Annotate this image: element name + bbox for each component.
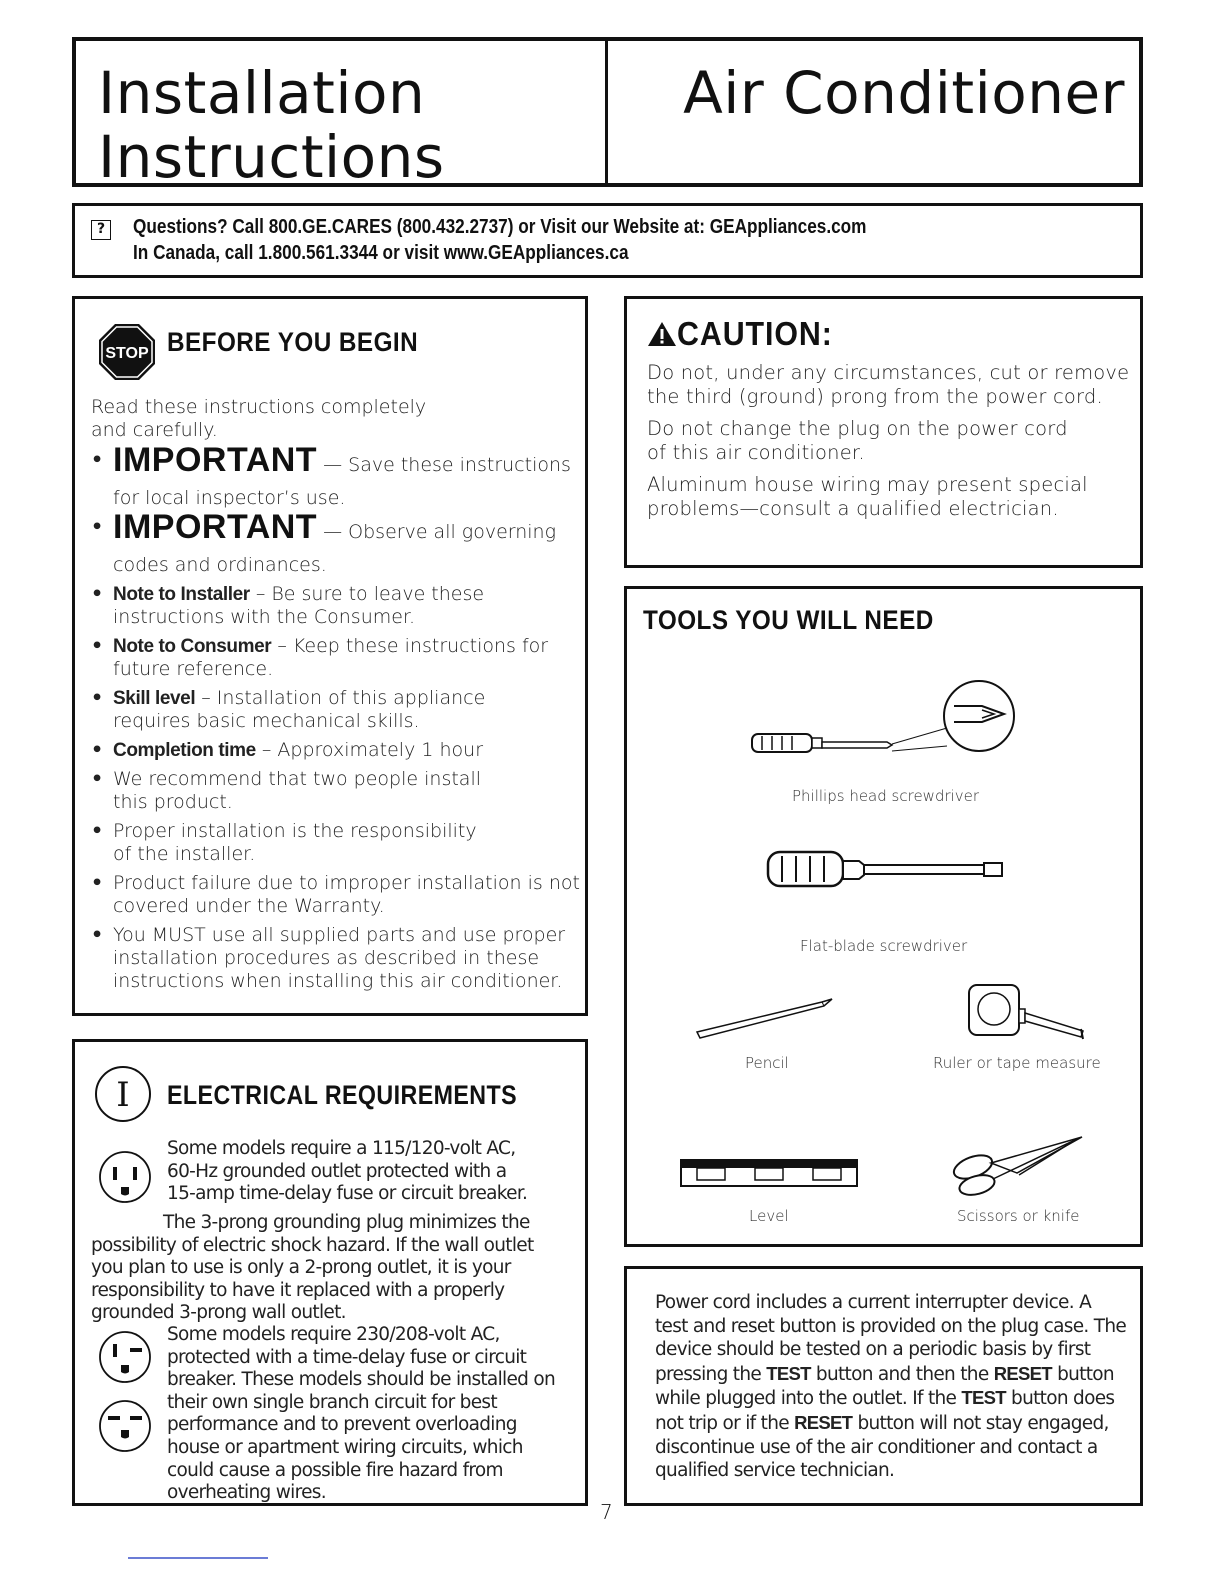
title-line-2: Instructions xyxy=(98,123,445,191)
elec-p2-line3: you plan to use is only a 2-prong outlet, it is your xyxy=(91,1257,511,1279)
pencil-caption: Pencil xyxy=(745,1054,789,1072)
elec-p3-line3: breaker. These models should be installed on xyxy=(167,1369,555,1391)
questions-line-1: Questions? Call 800.GE.CARES (800.432.2737) or Visit our Website at: GEAppliances.com xyxy=(133,216,867,238)
elec-p2-line4: responsibility to have it replaced with a properly xyxy=(91,1279,505,1301)
caution-box xyxy=(624,296,1143,568)
electrical-box xyxy=(72,1039,588,1506)
caution-heading: CAUTION: xyxy=(677,315,833,352)
header-divider xyxy=(605,41,608,183)
elec-p1-line2: 60-Hz grounded outlet protected with a xyxy=(167,1160,507,1182)
list-item xyxy=(89,635,584,681)
tape-caption: Ruler or tape measure xyxy=(933,1054,1101,1072)
tools-box xyxy=(624,586,1143,1247)
list-item xyxy=(89,583,584,629)
list-item xyxy=(89,924,584,993)
warning-icon xyxy=(647,321,677,347)
important-text-1: — Save these instructions xyxy=(323,454,571,476)
elec-p3-line2: protected with a time-delay fuse or circuit xyxy=(167,1346,527,1368)
list-item xyxy=(89,739,584,762)
caution-p3-line1: Aluminum house wiring may present special xyxy=(647,473,1088,496)
power-line5 xyxy=(655,1386,1143,1411)
list-item xyxy=(89,820,584,866)
reset-label: RESET xyxy=(794,1411,853,1433)
level-icon xyxy=(677,1154,867,1194)
page-number: 7 xyxy=(600,1500,613,1524)
flat-caption: Flat-blade screwdriver xyxy=(800,937,968,955)
questions-line-2: In Canada, call 1.800.561.3344 or visit www.GEAppliances.ca xyxy=(133,242,629,264)
info-i-letter: I xyxy=(116,1075,130,1115)
item-label: Note to Consumer xyxy=(113,636,272,657)
power-text: button does xyxy=(1005,1388,1115,1410)
item-text-2: installation procedures as described in these xyxy=(113,947,540,969)
item-text: – Be sure to leave these xyxy=(249,583,485,605)
before-list xyxy=(89,441,584,993)
item-text: – Approximately 1 hour xyxy=(255,739,483,761)
power-text: not trip or if the xyxy=(655,1412,795,1434)
scissors-caption: Scissors or knife xyxy=(957,1207,1080,1225)
item-text-2: this product. xyxy=(113,791,233,813)
stop-icon-text: STOP xyxy=(105,345,149,362)
intro-line-1: Read these instructions completely xyxy=(91,396,427,418)
outlet-115v-icon xyxy=(97,1149,153,1205)
power-cord-box xyxy=(624,1266,1143,1506)
power-text: button and then the xyxy=(810,1363,994,1385)
caution-p3-line2: problems—consult a qualified electrician. xyxy=(647,497,1059,520)
question-icon-glyph: ? xyxy=(96,221,106,237)
caution-p2-line2: of this air conditioner. xyxy=(647,441,865,464)
level-caption: Level xyxy=(749,1207,789,1225)
scissors-icon xyxy=(947,1129,1097,1199)
item-text-2: of the installer. xyxy=(113,843,256,865)
intro-line-2: and carefully. xyxy=(91,419,218,441)
power-text: pressing the xyxy=(655,1363,767,1385)
item-text: • We recommend that two people install xyxy=(113,768,481,790)
test-label: TEST xyxy=(961,1387,1006,1409)
elec-p3-line4: their own single branch circuit for best xyxy=(167,1391,497,1413)
footer-rule xyxy=(128,1557,268,1559)
elec-p2-line2: possibility of electric shock hazard. If the wall outlet xyxy=(91,1234,534,1256)
list-item xyxy=(89,687,584,733)
item-text-2: instructions with the Consumer. xyxy=(113,606,416,628)
elec-p2-line5: grounded 3-prong wall outlet. xyxy=(91,1302,346,1324)
elec-p3-line7: could cause a possible fire hazard from xyxy=(167,1459,503,1481)
item-text-2: covered under the Warranty. xyxy=(113,895,385,917)
important-item-2 xyxy=(89,508,584,577)
stop-icon xyxy=(97,322,157,382)
info-i-icon xyxy=(93,1064,153,1124)
important-label-1: IMPORTANT xyxy=(113,441,318,479)
item-label: Skill level xyxy=(113,688,196,709)
important-item-1 xyxy=(89,441,584,510)
item-text: • Product failure due to improper installation is not xyxy=(113,872,580,894)
list-item xyxy=(89,872,584,918)
elec-p1-line1: Some models require a 115/120-volt AC, xyxy=(167,1138,516,1159)
phillips-screwdriver-icon xyxy=(742,676,1042,776)
item-text: • Proper installation is the responsibility xyxy=(113,820,477,842)
elec-p1-line3: 15-amp time-delay fuse or circuit breaker. xyxy=(167,1183,528,1205)
elec-p3-line1: Some models require 230/208-volt AC, xyxy=(167,1324,500,1345)
elec-p3-line6: house or apartment wiring circuits, which xyxy=(167,1436,523,1458)
caution-p1-line2: the third (ground) prong from the power cord. xyxy=(647,385,1103,408)
item-label: Note to Installer xyxy=(113,584,250,605)
phillips-caption: Phillips head screwdriver xyxy=(792,787,980,805)
power-text: button will not stay engaged, xyxy=(852,1412,1109,1434)
item-text-2: future reference. xyxy=(113,658,274,680)
page-title xyxy=(98,61,445,189)
power-line7: discontinue use of the air conditioner and contact a xyxy=(655,1436,1098,1458)
item-text: • You MUST use all supplied parts and use proper xyxy=(113,924,566,946)
electrical-heading: ELECTRICAL REQUIREMENTS xyxy=(167,1080,518,1110)
important-label-2: IMPORTANT xyxy=(113,508,318,546)
caution-p2-line1: Do not change the plug on the power cord xyxy=(647,417,1068,440)
caution-p1-line1: Do not, under any circumstances, cut or remove xyxy=(647,361,1130,384)
elec-p2-line1: The 3-prong grounding plug minimizes the xyxy=(163,1212,530,1233)
important-text-2: — Observe all governing xyxy=(323,521,556,543)
header-box xyxy=(72,37,1143,191)
test-label: TEST xyxy=(766,1362,811,1384)
before-you-begin-box xyxy=(72,296,588,1016)
outlet-230v-icon xyxy=(97,1329,153,1385)
power-line1: Power cord includes a current interrupter device. A xyxy=(655,1292,1092,1313)
product-title: Air Conditioner xyxy=(683,59,1125,127)
pencil-icon xyxy=(692,994,852,1044)
tape-measure-icon xyxy=(965,979,1095,1049)
item-text: – Installation of this appliance xyxy=(195,687,486,709)
questions-box xyxy=(72,203,1143,278)
before-heading: BEFORE YOU BEGIN xyxy=(167,327,419,357)
important-line2-1: for local inspector’s use. xyxy=(113,487,346,509)
item-text: – Keep these instructions for xyxy=(271,635,549,657)
question-icon xyxy=(91,220,111,240)
power-text: while plugged into the outlet. If the xyxy=(655,1388,962,1410)
power-line4 xyxy=(655,1362,1143,1387)
important-line2-2: codes and ordinances. xyxy=(113,554,327,576)
power-line6 xyxy=(655,1411,1143,1436)
item-label: Completion time xyxy=(113,740,256,761)
item-text-3: instructions when installing this air conditioner. xyxy=(113,970,563,992)
outlet-208v-icon xyxy=(97,1398,153,1454)
power-line8: qualified service technician. xyxy=(655,1460,895,1482)
title-line-1: Installation xyxy=(98,59,426,127)
flat-screwdriver-icon xyxy=(764,847,1014,897)
list-item xyxy=(89,768,584,814)
power-line2: test and reset button is provided on the plug case. The xyxy=(655,1315,1127,1337)
tools-heading: TOOLS YOU WILL NEED xyxy=(643,605,934,635)
elec-p3-line8: overheating wires. xyxy=(167,1482,326,1504)
power-text: button xyxy=(1051,1363,1114,1385)
reset-label: RESET xyxy=(993,1362,1052,1384)
elec-p3-line5: performance and to prevent overloading xyxy=(167,1414,517,1436)
power-line3: device should be tested on a periodic basis by first xyxy=(655,1339,1091,1361)
item-text-2: requires basic mechanical skills. xyxy=(113,710,420,732)
